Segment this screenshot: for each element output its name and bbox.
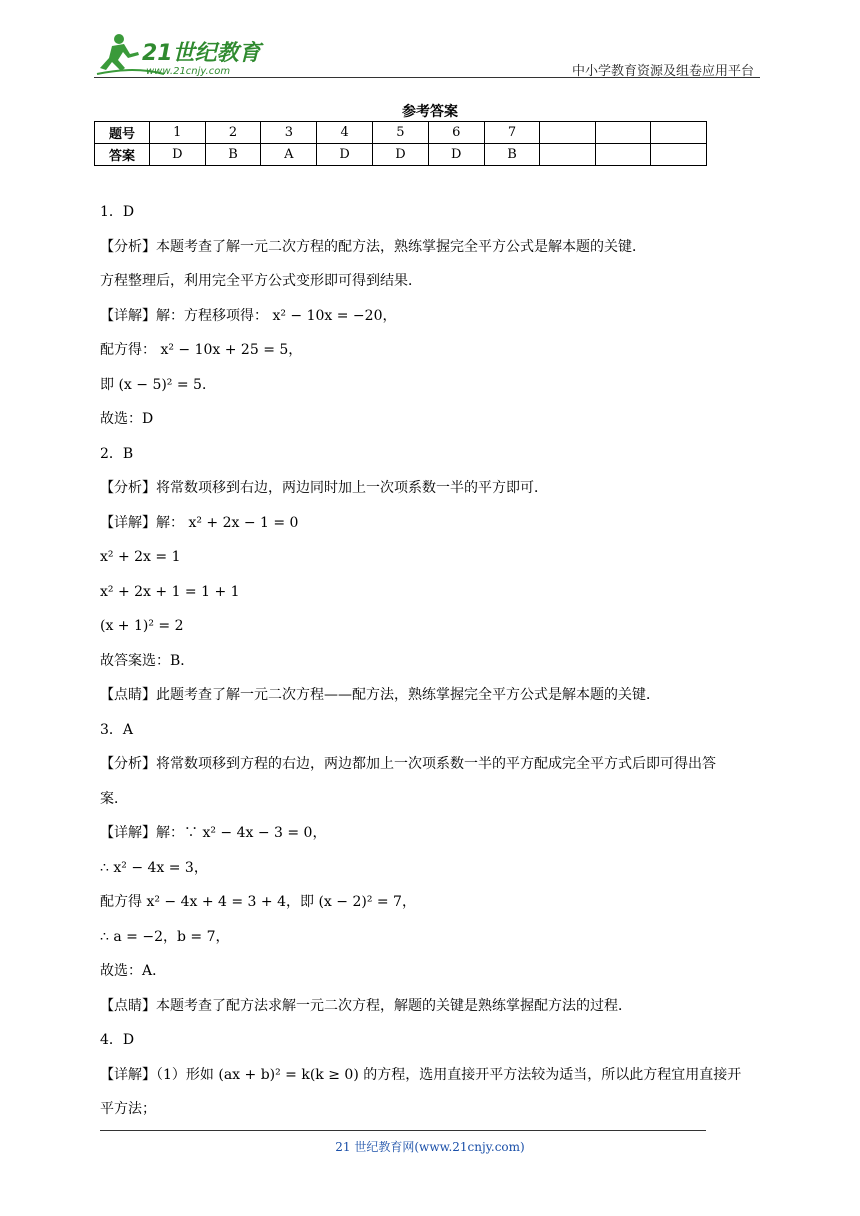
detail-line: 【详解】解：方程移项得： x² − 10x = −20， bbox=[100, 307, 397, 324]
table-cell: 4 bbox=[317, 122, 373, 144]
comment-line: 【点睛】此题考查了解一元二次方程——配方法，熟练掌握完全平方公式是解本题的关键． bbox=[100, 687, 660, 703]
table-row bbox=[95, 144, 707, 166]
table-row bbox=[95, 122, 707, 144]
table-cell: A bbox=[261, 144, 317, 166]
table-cell: 7 bbox=[484, 122, 540, 144]
table-cell bbox=[595, 122, 651, 144]
choice-line: 故答案选：B． bbox=[100, 652, 195, 669]
table-cell: D bbox=[373, 144, 429, 166]
table-cell: 5 bbox=[373, 122, 429, 144]
detail-line: 【详解】解： x² + 2x − 1 = 0 bbox=[100, 514, 299, 531]
page-footer[interactable]: 21 世纪教育网(www.21cnjy.com) bbox=[335, 1140, 525, 1154]
detail-line: x² + 2x = 1 bbox=[100, 549, 181, 565]
detail-line: 配方得： x² − 10x + 25 = 5， bbox=[100, 342, 303, 358]
analysis-line: 案． bbox=[100, 790, 128, 807]
table-cell bbox=[540, 122, 596, 144]
question-number: 4．D bbox=[100, 1032, 135, 1048]
table-cell bbox=[651, 144, 707, 166]
table-cell: 3 bbox=[261, 122, 317, 144]
header-divider bbox=[94, 77, 760, 78]
detail-line: 平方法； bbox=[100, 1101, 156, 1117]
detail-line: 【详解】（1）形如 (ax + b)² = k(k ≥ 0) 的方程，选用直接开平方法较为适当，所以此方程宜用直接开 bbox=[100, 1066, 742, 1083]
analysis-line: 【分析】将常数项移到右边，两边同时加上一次项系数一半的平方即可． bbox=[100, 480, 548, 496]
page-header bbox=[94, 30, 760, 82]
logo-url: www.21cnjy.com bbox=[146, 66, 231, 77]
question-number: 2．B bbox=[100, 445, 134, 462]
choice-line: 故选：A． bbox=[100, 963, 167, 979]
footer-divider bbox=[100, 1130, 706, 1131]
question-number: 1．D bbox=[100, 204, 135, 220]
analysis-line: 方程整理后，利用完全平方公式变形即可得到结果． bbox=[100, 273, 422, 289]
detail-line: (x + 1)² = 2 bbox=[100, 618, 184, 634]
table-cell: D bbox=[317, 144, 373, 166]
table-cell: B bbox=[205, 144, 261, 166]
answer-table bbox=[94, 121, 707, 166]
table-cell: 6 bbox=[428, 122, 484, 144]
logo-icon bbox=[94, 30, 264, 80]
choice-line: 故选：D bbox=[100, 411, 154, 427]
detail-line: 【详解】解：∵ x² − 4x − 3 = 0， bbox=[100, 825, 327, 841]
table-cell bbox=[651, 122, 707, 144]
table-cell bbox=[595, 144, 651, 166]
table-cell: D bbox=[428, 144, 484, 166]
header-platform-text: 中小学教育资源及组卷应用平台 bbox=[571, 64, 754, 79]
table-cell: B bbox=[484, 144, 540, 166]
detail-line: ∴ a = −2，b = 7， bbox=[100, 928, 230, 945]
detail-line: 即 (x − 5)² = 5． bbox=[100, 376, 216, 393]
table-cell: 2 bbox=[205, 122, 261, 144]
detail-line: ∴ x² − 4x = 3， bbox=[100, 859, 208, 876]
table-cell: D bbox=[149, 144, 205, 166]
question-number: 3．A bbox=[100, 721, 134, 738]
detail-line: x² + 2x + 1 = 1 + 1 bbox=[100, 583, 240, 600]
table-cell bbox=[540, 144, 596, 166]
analysis-line: 【分析】将常数项移到方程的右边，两边都加上一次项系数一半的平方配成完全平方式后即可得出答 bbox=[100, 756, 716, 772]
table-cell: 1 bbox=[149, 122, 205, 144]
row-label-number: 题号 bbox=[95, 122, 150, 144]
row-label-answer: 答案 bbox=[95, 144, 150, 166]
page-title: 参考答案 bbox=[402, 104, 458, 120]
comment-line: 【点睛】本题考查了配方法求解一元二次方程，解题的关键是熟练掌握配方法的过程． bbox=[100, 997, 632, 1014]
analysis-line: 【分析】本题考查了解一元二次方程的配方法，熟练掌握完全平方公式是解本题的关键． bbox=[100, 238, 646, 255]
detail-line: 配方得 x² − 4x + 4 = 3 + 4，即 (x − 2)² = 7， bbox=[100, 894, 416, 910]
solution-body bbox=[100, 195, 765, 1127]
logo-text: 21世纪教育 bbox=[142, 41, 261, 66]
